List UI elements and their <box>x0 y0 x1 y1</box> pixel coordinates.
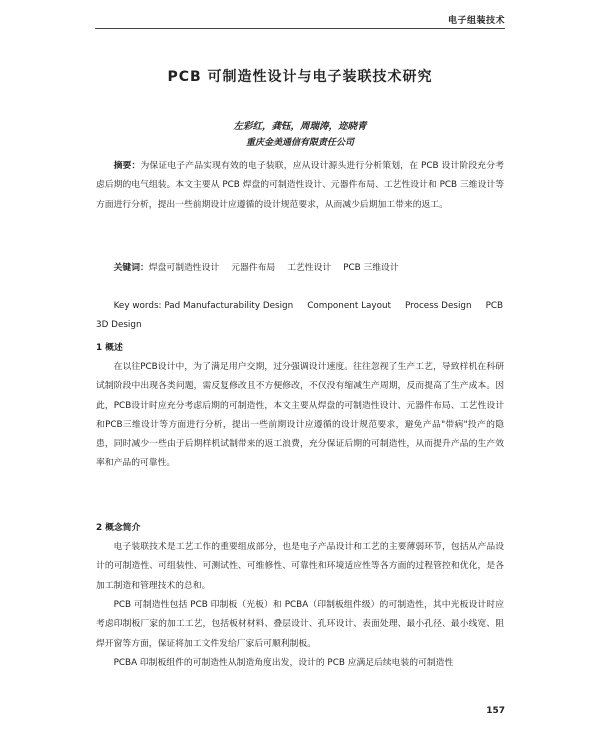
section2-heading: 2 概念简介 <box>96 523 141 533</box>
keywords-cn <box>96 259 504 278</box>
keyword-en-item: Component Layout <box>307 301 392 311</box>
section1-paragraph: 在以往PCB设计中，为了满足用户交期，过分强调设计速度。往往忽视了生产工艺，导致样机在科研试制阶段中出现各类问题，需反复修改且不方便修改，不仅没有缩减生产周期，反而提高了生产成本。因此，PCB设计时应充分考虑后期的可制造性，本文主要从焊盘的可制造性设计、元器件布局、工艺性设计和PCB三维设计等方面进行分析，提出一些前期设计应遵循的设计规范要求，避免产品"带病"投产的隐患，同时减少一些由于后期样机试制带来的返工浪费，充分保证后期的可制造性，从而提升产品的生产效率和产品的可靠性。 <box>96 362 504 469</box>
section2-paragraph-1: 电子装联技术是工艺工作的重要组成部分，也是电子产品设计和工艺的主要薄弱环节，包括从产品设计的可制造性、可组装性、可测试性、可维修性、可靠性和环境适应性等各方面的过程管控和优化，是各加工制造和管理技术的总和。 <box>96 542 504 591</box>
abstract <box>96 157 504 215</box>
section2-paragraph-2: PCB 可制造性包括 PCB 印制板（光板）和 PCBA（印制板组件级）的可制造性，其中光板设计时应考虑印制板厂家的加工工艺，包括板材材料、叠层设计、孔环设计、表面处理、最小孔径、最小线宽、阻焊开窗等方面，保证将加工文件发给厂家后可顺利制板。 <box>96 600 504 649</box>
section1-heading: 1 概述 <box>96 343 123 353</box>
keyword-cn-item: 焊盘可制造性设计 <box>148 263 220 273</box>
article-title: PCB 可制造性设计与电子装联技术研究 <box>167 69 433 85</box>
keyword-en-item: Process Design <box>405 301 472 311</box>
keyword-en-item: Pad Manufacturability Design <box>164 301 294 311</box>
section2-paragraph-3: PCBA 印制板组件的可制造性从制造角度出发，设计的 PCB 应满足后续电装的可制造性 <box>113 658 454 668</box>
affiliation: 重庆金美通信有限责任公司 <box>245 138 354 148</box>
keyword-cn-item: PCB 三维设计 <box>343 263 399 273</box>
keywords-cn-label: 关键词： <box>113 263 149 273</box>
keywords-en-label: Key words: <box>113 301 162 311</box>
keyword-cn-item: 元器件布局 <box>231 263 276 273</box>
keyword-cn-item: 工艺性设计 <box>287 263 332 273</box>
abstract-text: 为保证电子产品实现有效的电子装联，应从设计源头进行分析策划，在 PCB 设计阶段充分考虑后期的电气组装。本文主要从 PCB 焊盘的可制造性设计、元器件布局、工艺性设计和 PCB 三维设计等方面进行分析，提出一些前期设计应遵循的设计规范要求，从而减少后期加工带来的返工。 <box>96 161 504 210</box>
page-number: 157 <box>486 706 505 716</box>
section-label: 电子组装技术 <box>447 16 505 26</box>
header-rule <box>95 28 505 29</box>
abstract-label: 摘要： <box>113 161 141 171</box>
authors: 左彩红，龚钰，周瑞涛，迩晓青 <box>233 121 367 132</box>
keywords-en <box>96 297 504 336</box>
keyword-en-item: PCB 3D Design <box>96 301 504 331</box>
